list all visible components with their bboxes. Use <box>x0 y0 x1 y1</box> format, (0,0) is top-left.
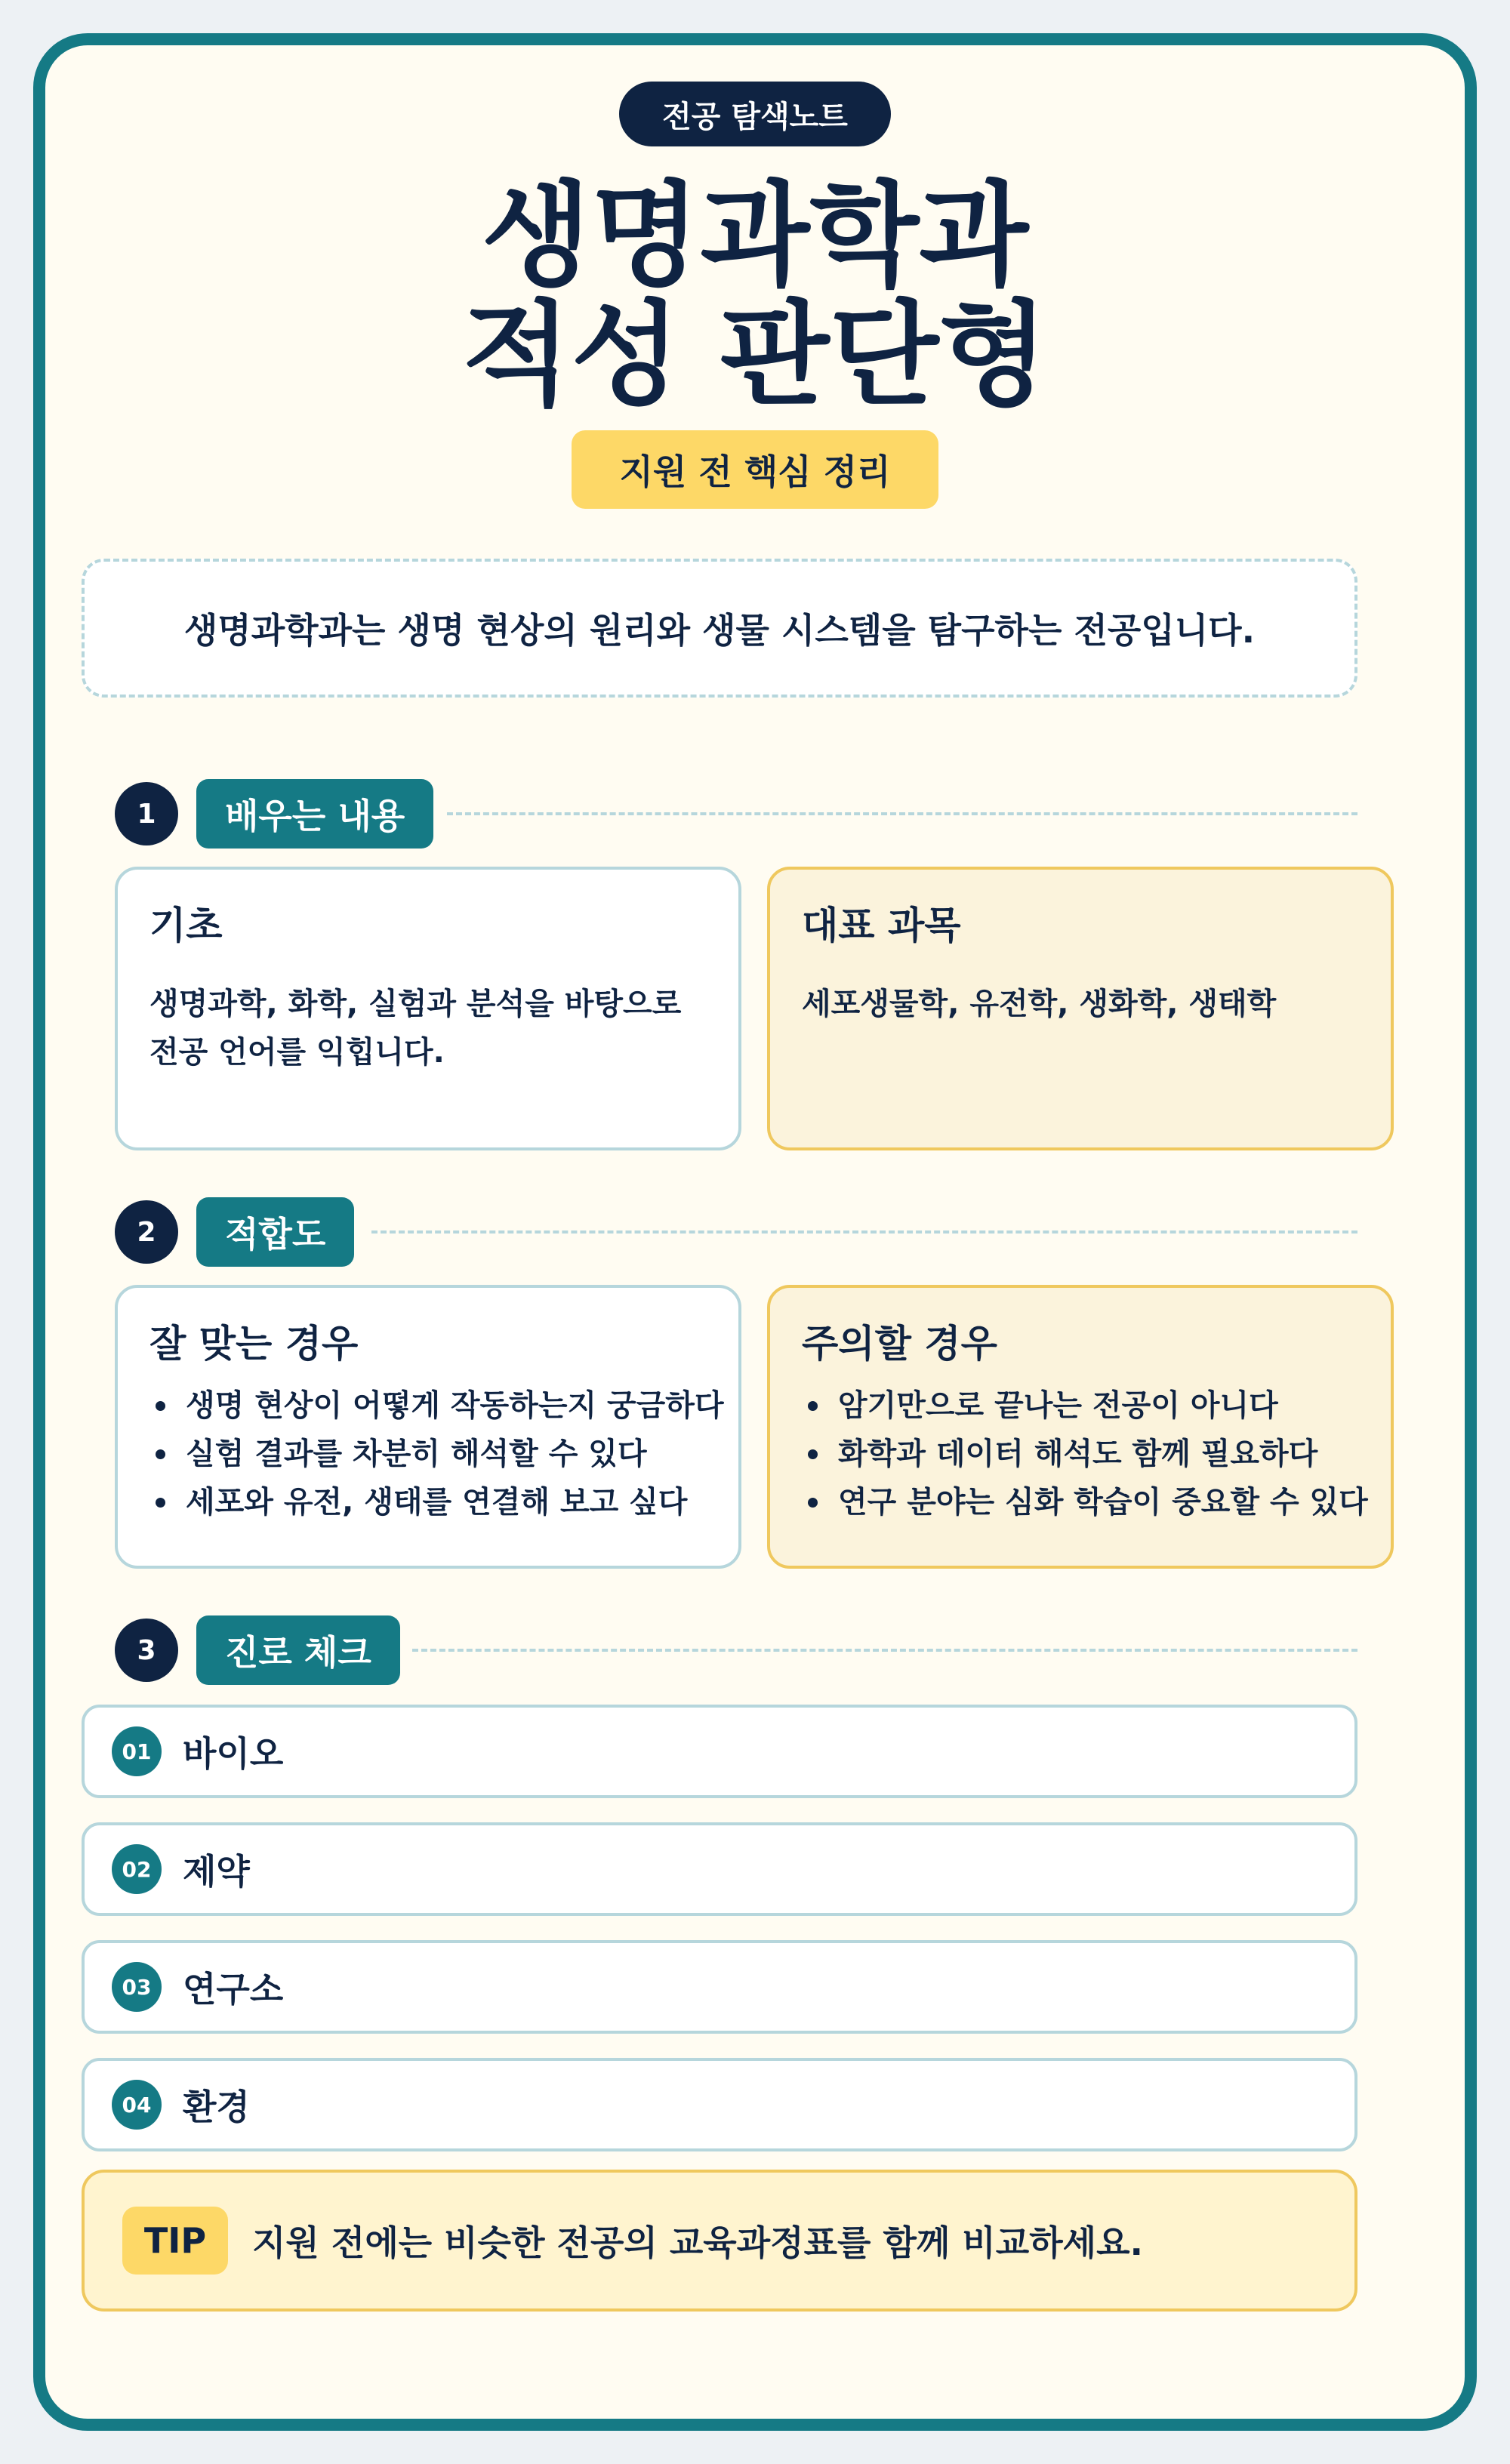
section-2-number: 2 <box>115 1200 178 1264</box>
core-subjects-card <box>767 867 1394 1150</box>
basics-title: 기초 <box>149 904 223 947</box>
section-2-divider <box>371 1230 1357 1234</box>
page-title-line1: 생명과학과 <box>481 171 1029 302</box>
career-number: 01 <box>112 1726 162 1776</box>
career-number: 02 <box>112 1844 162 1894</box>
tip-badge: TIP <box>122 2207 228 2275</box>
core-subjects-title: 대표 과목 <box>802 904 961 947</box>
career-label: 제약 <box>183 1851 250 1892</box>
section-1-divider <box>447 812 1357 815</box>
section-1-label: 배우는 내용 <box>196 779 433 849</box>
good-fit-card <box>115 1285 741 1569</box>
section-2-label: 적합도 <box>196 1197 354 1267</box>
career-item-research <box>82 1940 1357 2034</box>
tip-box <box>82 2170 1357 2312</box>
career-label: 환경 <box>183 2087 250 2127</box>
section-3-label: 진로 체크 <box>196 1615 400 1685</box>
career-label: 바이오 <box>183 1733 284 1774</box>
caution-title: 주의할 경우 <box>802 1322 997 1366</box>
career-item-bio <box>82 1705 1357 1798</box>
section-3-divider <box>412 1649 1357 1652</box>
section-1-number: 1 <box>115 782 178 845</box>
career-item-pharma <box>82 1822 1357 1916</box>
good-fit-title: 잘 맞는 경우 <box>149 1322 359 1366</box>
core-subjects-text: 세포생물학, 유전학, 생화학, 생태학 <box>802 987 1277 1021</box>
caution-item: 연구 분야는 심화 학습이 중요할 수 있다 <box>802 1478 1359 1526</box>
career-label: 연구소 <box>183 1969 284 2010</box>
subtitle-badge: 지원 전 핵심 정리 <box>572 430 938 509</box>
basics-text: 생명과학, 화학, 실험과 분석을 바탕으로 전공 언어를 익힙니다. <box>149 987 682 1070</box>
page-title-line2: 적성 판단형 <box>461 290 1049 421</box>
header-badge: 전공 탐색노트 <box>619 82 891 146</box>
caution-card <box>767 1285 1394 1569</box>
caution-item: 암기만으로 끝나는 전공이 아니다 <box>802 1381 1359 1430</box>
basics-card <box>115 867 741 1150</box>
good-fit-item: 생명 현상이 어떻게 작동하는지 궁금하다 <box>149 1381 707 1430</box>
intro-box <box>82 559 1357 698</box>
tip-text: 지원 전에는 비슷한 전공의 교육과정표를 함께 비교하세요. <box>252 2222 1144 2263</box>
caution-item: 화학과 데이터 해석도 함께 필요하다 <box>802 1430 1359 1478</box>
career-number: 04 <box>112 2080 162 2130</box>
intro-text: 생명과학과는 생명 현상의 원리와 생물 시스템을 탐구하는 전공입니다. <box>183 610 1256 651</box>
career-item-environment <box>82 2058 1357 2151</box>
good-fit-item: 세포와 유전, 생태를 연결해 보고 싶다 <box>149 1478 707 1526</box>
good-fit-item: 실험 결과를 차분히 해석할 수 있다 <box>149 1430 707 1478</box>
career-number: 03 <box>112 1962 162 2012</box>
section-3-number: 3 <box>115 1619 178 1682</box>
